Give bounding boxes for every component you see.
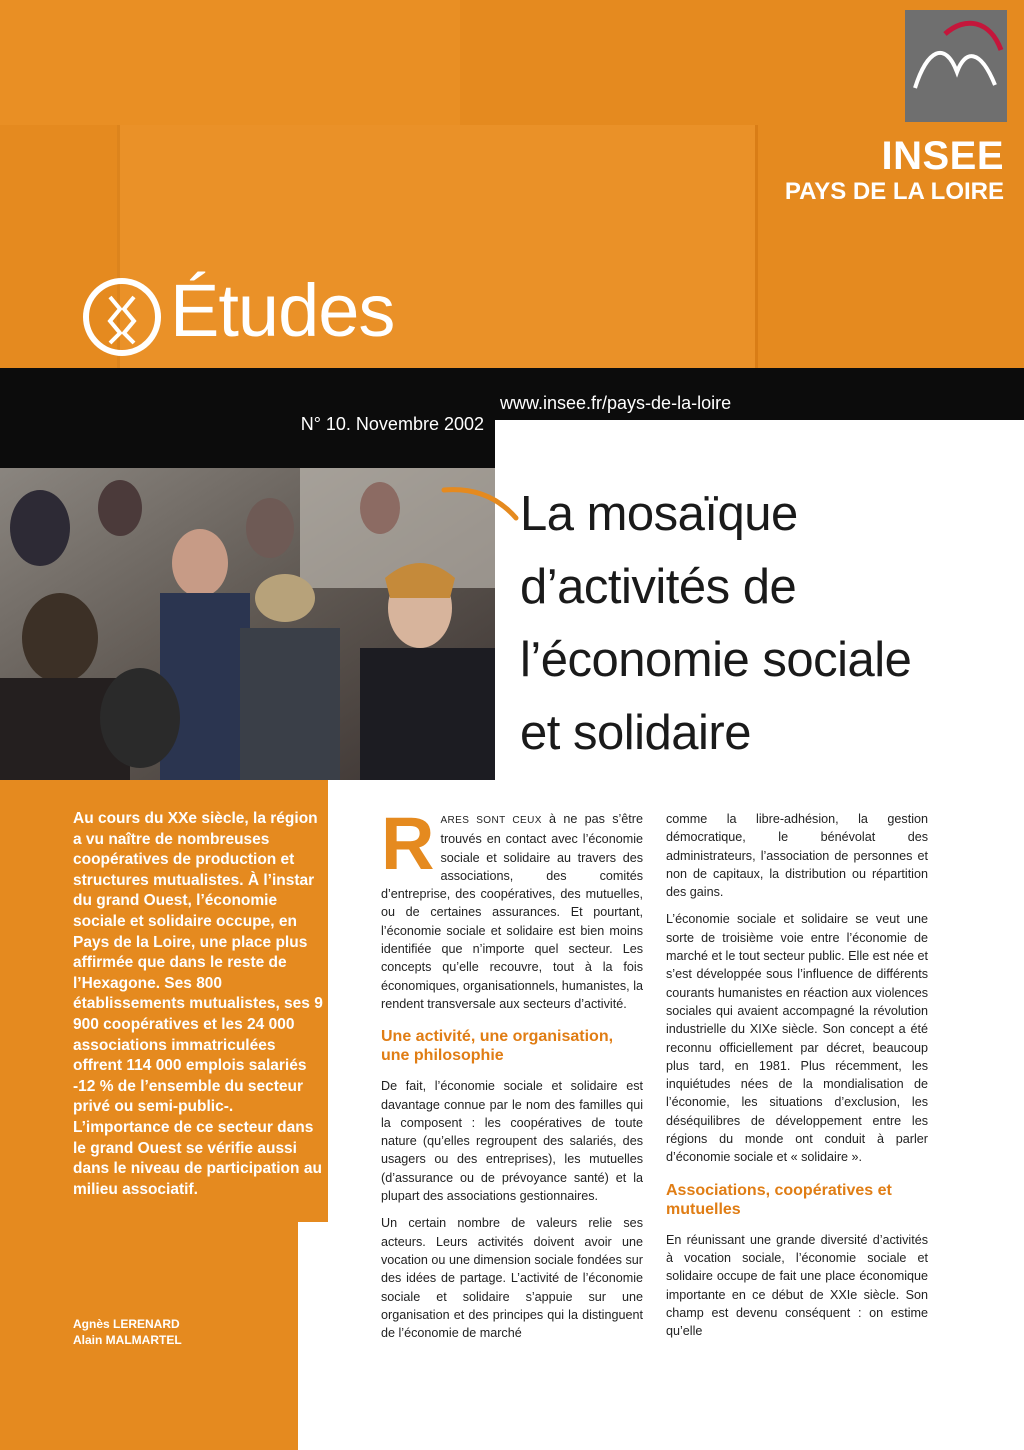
body-column-2 — [666, 810, 928, 1349]
article-title — [520, 478, 1000, 770]
region-name: PAYS DE LA LOIRE — [784, 178, 1004, 205]
paragraph: De fait, l’économie sociale et solidaire est davantage connue par le nom des familles qui la composent : les coopératives de toute nature (qu’elles regroupent des salariés, des usagers ou des entreprises), les mutuelles (d’assurance ou de prévoyance santé) et la plupart des associations gestionnaires. — [381, 1079, 643, 1204]
issue-number: N° 10. Novembre 2002 — [300, 414, 484, 434]
title-accent-icon — [440, 484, 520, 524]
section-heading: Associations, coopératives et mutuelles — [666, 1181, 892, 1218]
crowd-photo — [0, 468, 495, 780]
title-line: d’activités de — [520, 560, 797, 614]
lead-smallcaps: ARES SONT CEUX — [440, 815, 542, 826]
org-name: INSEE — [881, 134, 1004, 178]
insee-logo-icon — [905, 10, 1007, 122]
intro-summary: Au cours du XXe siècle, la région a vu naître de nombreuses coopératives de production et structures mutualistes. À l’instar du grand Ouest, l’économie sociale et solidaire occupe, en Pays de la Loire, une place plus affirmée que dans le reste de l’Hexagone. Ses 800 établissements mutualistes, ses 9 900 coopératives et les 24 000 associations immatriculées offrent 114 000 emplois salariés -12 % de l’ensemble du secteur privé ou semi-public-. L’importance de ce secteur dans le grand Ouest se vérifie aussi dans le niveau de participation au milieu associatif. — [73, 810, 323, 1198]
paragraph — [381, 802, 643, 1013]
title-line: La mosaïque — [520, 487, 798, 541]
author-name: Alain MALMARTEL — [73, 1333, 182, 1347]
paragraph-text: à ne pas s’être trouvés en contact avec l’économie sociale et solidaire au travers des associations, des comités d’entreprise, des coopératives, des mutuelles, ou de certaines assurances. Et pourtant, l’économie sociale et solidaire est bien moins identifiée que n’importe quel secteur. Les concepts qu’elle recouvre, tout à la fois économiques, organisationnels, humanistes, la rendent transversale aux secteurs d’activité. — [381, 812, 643, 1011]
author-name: Agnès LERENARD — [73, 1317, 180, 1331]
paragraph: Un certain nombre de valeurs relie ses acteurs. Leurs activités doivent avoir une vocation ou une dimension sociale fondées sur des idées de partage. L’activité de l’économie sociale et solidaire s’appuie sur une organisation et des principes qui la distinguent de l’économie de marché — [381, 1216, 643, 1341]
paragraph: comme la libre-adhésion, la gestion démocratique, le bénévolat des administrateurs, l’association de personnes et non de capitaux, la distribution ou répartition des gains. — [666, 812, 928, 900]
paragraph: L’économie sociale et solidaire se veut une sorte de troisième voie entre l’économie de marché et le tout secteur public. Elle est née et s’est développée sous l’influence de différents courants humanistes en réaction aux violences sociales qui avaient accompagné la révolution industrielle du XIXe siècle. Son concept a été reconnu officiellement par décret, beaucoup plus tard, en 1981. Plus récemment, les inquiétudes nées de la mondialisation de l’économie, les situations d’exclusion, les déséquilibres de développement entre les régions du monde ont conduit à parler d’économie sociale et « solidaire ». — [666, 912, 928, 1165]
drop-cap: R — [381, 802, 435, 885]
section-heading: Une activité, une organisation, une philosophie — [381, 1028, 614, 1065]
authors — [73, 1316, 182, 1348]
website-link[interactable]: www.insee.fr/pays-de-la-loire — [500, 393, 732, 413]
title-line: et solidaire — [520, 706, 751, 760]
title-line: l’économie sociale — [520, 633, 912, 687]
crowd-photo-image — [0, 468, 495, 780]
insee-logo — [905, 10, 1007, 122]
etudes-logo-icon — [80, 275, 164, 359]
paragraph: En réunissant une grande diversité d’activités à vocation sociale, l’économie sociale et solidaire occupe de fait une place économique importante en ce début de XXIe siècle. Son champ est devenu conséquent : on estime qu’elle — [666, 1232, 928, 1339]
series-title: Études — [170, 269, 395, 352]
body-column-1 — [381, 802, 643, 1351]
header-block-top — [0, 0, 460, 125]
